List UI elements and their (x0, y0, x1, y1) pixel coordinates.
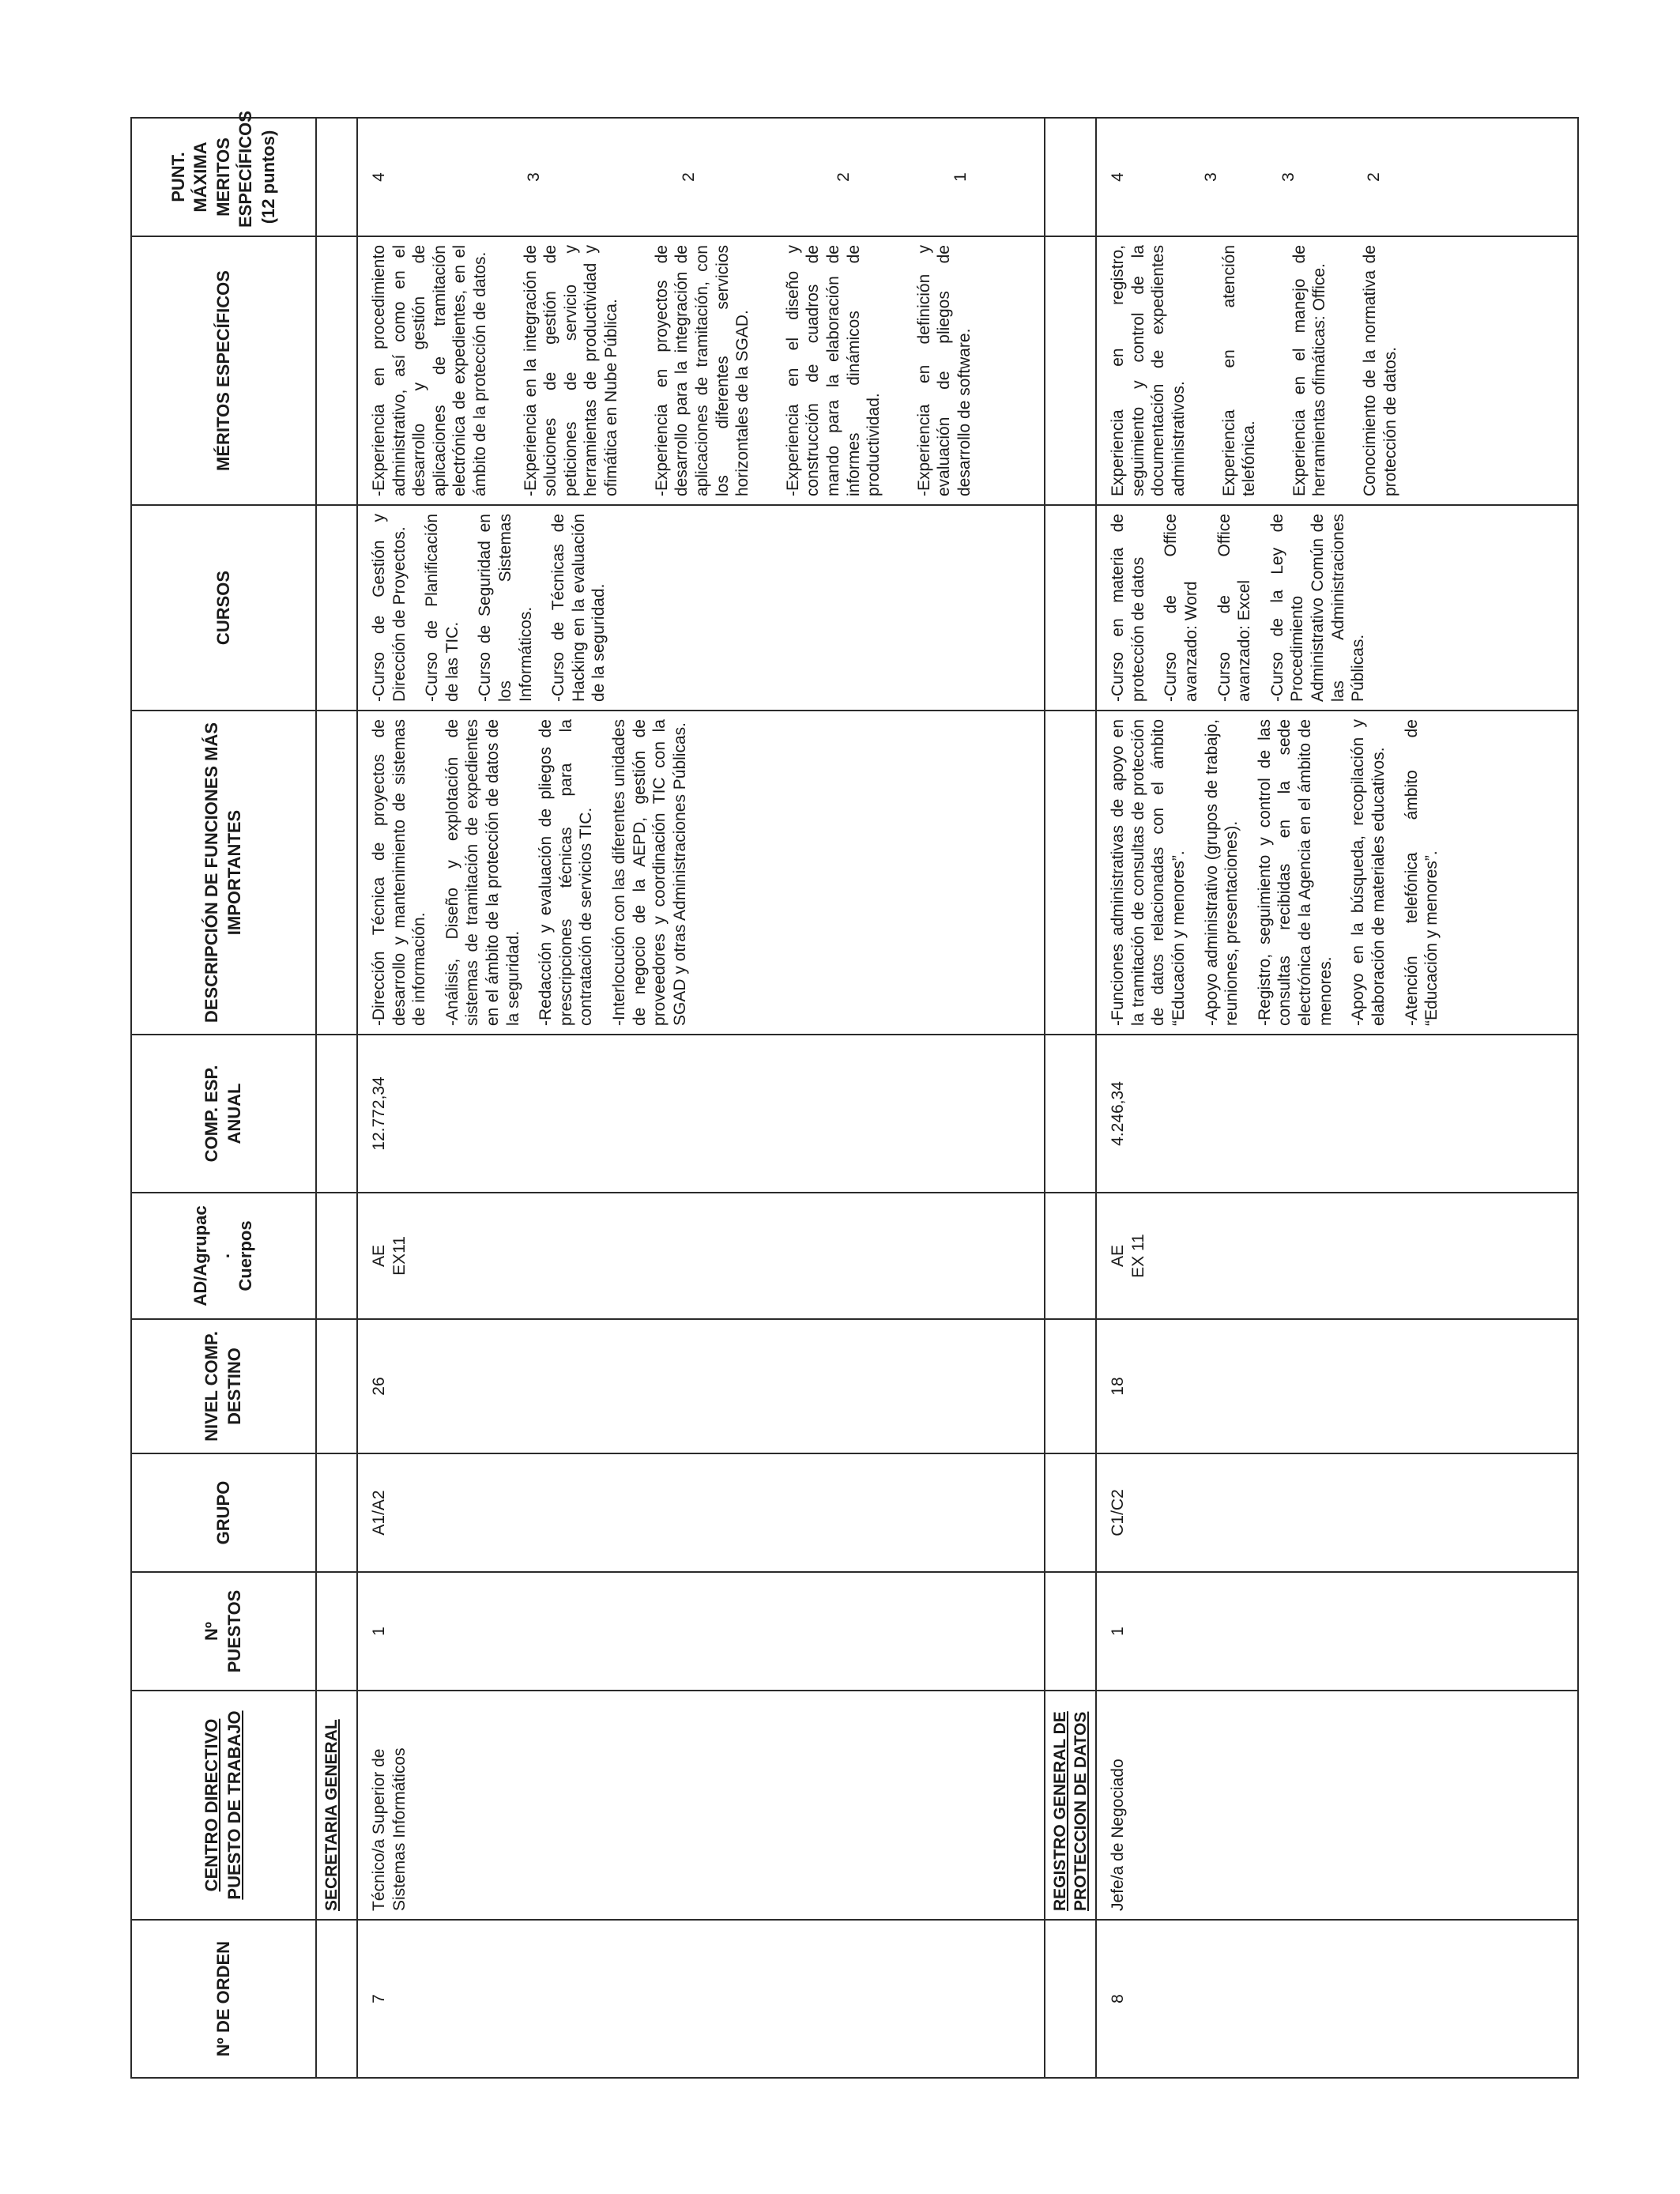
curso-item: -Curso de Técnicas de Hacking en la evaluación de la seguridad. (549, 514, 608, 702)
comp-cell: 4.246,34 (1096, 1035, 1578, 1193)
funcion-item: -Dirección Técnica de proyectos de desarrollo y mantenimiento de sistemas de información. (370, 719, 429, 1026)
cursos-cell (357, 505, 1045, 711)
funcion-item: -Apoyo administrativo (grupos de trabajo, reuniones, presentaciones). (1202, 719, 1241, 1026)
funcion-item: -Registro, seguimiento y control de las consultas recibidas en la sede electrónica de la Agencia en el ámbito de menores. (1255, 719, 1335, 1026)
ad-l2: EX 11 (1128, 1234, 1147, 1278)
curso-item: -Curso en materia de protección de datos (1109, 514, 1147, 702)
section-title: SECRETARIA GENERAL (322, 1719, 341, 1911)
puestos-table (130, 111, 1579, 2079)
grupo-cell: A1/A2 (357, 1453, 1045, 1572)
merito-item: -Experiencia en la integración de soluciones de gestión de peticiones de servicio y herramientas de productividad y ofimática en Nube Pública. (521, 245, 621, 496)
section-title-l1: REGISTRO GENERAL DE (1051, 1711, 1069, 1911)
puntos-cell (1096, 118, 1578, 236)
meritos-cell (357, 236, 1045, 505)
table-row (1096, 118, 1578, 2078)
funciones-cell (1096, 711, 1578, 1035)
punto-item: 3 (525, 172, 543, 182)
section-row (316, 118, 357, 2078)
col-ad-l3: Cuerpos (235, 1220, 256, 1291)
col-punt-l1: PUNT. (168, 152, 188, 202)
col-comp: COMP. ESP. ANUAL (131, 1035, 316, 1193)
merito-item: -Experiencia en definición y evaluación de pliegos de desarrollo de software. (914, 245, 974, 496)
cursos-cell (1096, 505, 1578, 711)
col-punt-l2: MÁXIMA (190, 141, 211, 213)
merito-item: Experiencia en atención telefónica. (1219, 245, 1259, 496)
col-punt-l5: (12 puntos) (258, 130, 278, 224)
curso-item: -Curso de Office avanzado: Excel (1215, 514, 1254, 702)
col-punt-l4: ESPECÍFICOS (235, 111, 256, 228)
comp-cell: 12.772,34 (357, 1035, 1045, 1193)
rotated-page (130, 111, 1679, 2079)
funciones-cell (357, 711, 1045, 1035)
merito-item: Conocimiento de la normativa de protección de datos. (1361, 245, 1399, 496)
col-centro (131, 1691, 316, 1920)
puntos-cell (357, 118, 1045, 236)
curso-item: -Curso de la Ley de Procedimiento Administrativo Común de las Administraciones Públicas. (1268, 514, 1368, 702)
punto-item: 3 (1279, 172, 1298, 182)
col-orden: Nº DE ORDEN (131, 1920, 316, 2078)
ad-cell (357, 1193, 1045, 1319)
merito-item: Experiencia en registro, seguimiento y control de la documentación de expedientes administrativos. (1109, 245, 1188, 496)
merito-item: Experiencia en el manejo de herramientas ofimáticas: Office. (1290, 245, 1329, 496)
section-row (1045, 118, 1096, 2078)
nivel-cell: 26 (357, 1319, 1045, 1453)
col-punt (131, 111, 316, 236)
punto-item: 2 (1365, 172, 1384, 182)
punto-item: 4 (1109, 172, 1128, 182)
curso-item: -Curso de Planificación de las TIC. (423, 514, 461, 702)
punto-item: 2 (834, 172, 853, 182)
header-row (131, 118, 316, 2078)
curso-item: -Curso de Seguridad en los Sistemas Informáticos. (476, 514, 535, 702)
curso-item: -Curso de Gestión y Dirección de Proyectos. (370, 514, 409, 702)
funcion-item: -Redacción y evaluación de pliegos de prescripciones técnicas para la contratación de servicios TIC. (537, 719, 596, 1026)
col-grupo: GRUPO (131, 1453, 316, 1572)
col-nivel: NIVEL COMP. DESTINO (131, 1319, 316, 1453)
funcion-item: -Funciones administrativas de apoyo en la tramitación de consultas de protección de datos relacionadas con el ámbito “Educación y menores”. (1109, 719, 1188, 1026)
col-centro-l1: CENTRO DIRECTIVO (202, 1718, 222, 1892)
grupo-cell: C1/C2 (1096, 1453, 1578, 1572)
col-punt-l3: MERITOS (213, 138, 233, 217)
col-puestos: Nº PUESTOS (131, 1572, 316, 1691)
puesto-cell: Técnico/a Superior de Sistemas Informáticos (357, 1691, 1045, 1920)
nivel-cell: 18 (1096, 1319, 1578, 1453)
puestos-cell: 1 (1096, 1572, 1578, 1691)
orden-cell: 7 (357, 1920, 1045, 2078)
punto-item: 3 (1202, 172, 1221, 182)
funcion-item: -Atención telefónica ámbito de “Educación y menores”. (1402, 719, 1441, 1026)
col-ad-l2: . (213, 1253, 233, 1259)
funcion-item: -Apoyo en la búsqueda, recopilación y elaboración de materiales educativos. (1349, 719, 1388, 1026)
col-funciones: DESCRIPCIÓN DE FUNCIONES MÁS IMPORTANTES (131, 711, 316, 1035)
funcion-item: -Interlocución con las diferentes unidades de negocio de la AEPD, gestión de proveedores y coordinación TIC con la SGAD y otras Administraciones Públicas. (610, 719, 689, 1026)
merito-item: -Experiencia en procedimiento administrativo, así como en el desarrollo y gestión de aplicaciones de tramitación electrónica de expedientes, en el ámbito de la protección de datos. (370, 245, 490, 496)
ad-l2: EX11 (390, 1236, 409, 1276)
col-centro-l2: PUESTO DE TRABAJO (224, 1710, 244, 1900)
punto-item: 1 (951, 172, 970, 182)
ad-l1: AE (370, 1245, 388, 1268)
ad-l1: AE (1109, 1245, 1128, 1268)
curso-item: -Curso de Office avanzado: Word (1162, 514, 1201, 702)
col-ad-l1: AD/Agrupac (190, 1205, 211, 1306)
ad-cell (1096, 1193, 1578, 1319)
orden-cell: 8 (1096, 1920, 1578, 2078)
puesto-cell: Jefe/a de Negociado (1096, 1691, 1578, 1920)
funcion-item: -Análisis, Diseño y explotación de sistemas de tramitación de expedientes en el ámbito de la protección de datos de la seguridad. (443, 719, 522, 1026)
table-row (357, 118, 1045, 2078)
section-title-l2: PROTECCION DE DATOS (1071, 1711, 1090, 1911)
merito-item: -Experiencia en el diseño y construcción de cuadros de mando para la elaboración de informes dinámicos de productividad. (783, 245, 883, 496)
col-cursos: CURSOS (131, 505, 316, 711)
punto-item: 2 (680, 172, 698, 182)
merito-item: -Experiencia en proyectos de desarrollo para la integración de aplicaciones de tramitación, con los diferentes servicios horizontales de la SGAD. (652, 245, 752, 496)
puestos-cell: 1 (357, 1572, 1045, 1691)
col-ad (131, 1193, 316, 1319)
col-meritos: MÉRITOS ESPECÍFICOS (131, 236, 316, 505)
meritos-cell (1096, 236, 1578, 505)
punto-item: 4 (370, 172, 388, 182)
